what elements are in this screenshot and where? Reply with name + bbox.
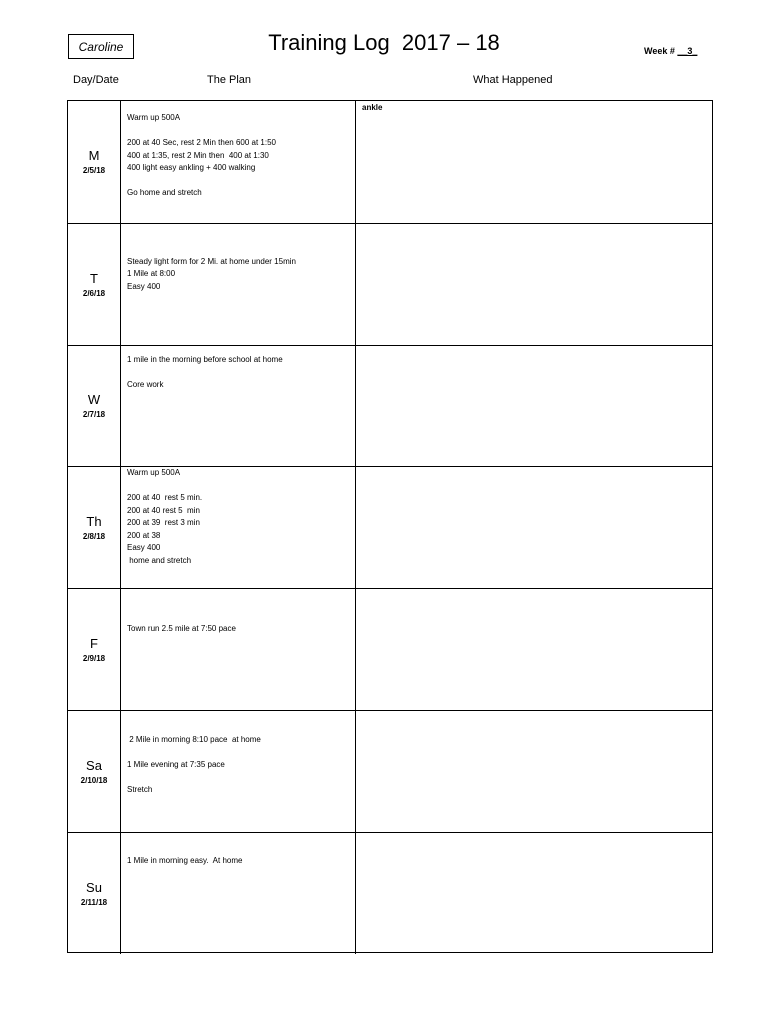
week-number — [644, 46, 697, 56]
day-abbr: W — [87, 392, 101, 408]
plan-line — [127, 125, 355, 138]
plan-line: Easy 400 — [127, 281, 161, 291]
day-date: 2/9/18 — [82, 654, 106, 664]
plan-cell — [121, 467, 356, 588]
week-value: __3_ — [677, 46, 698, 56]
plan-line: Warm up 500A — [127, 113, 181, 122]
plan-line — [127, 747, 355, 760]
day-abbr: Su — [86, 879, 102, 895]
column-header-what-happened: What Happened — [473, 74, 553, 86]
day-date: 2/8/18 — [82, 532, 106, 542]
plan-cell — [121, 589, 356, 710]
plan-line: 400 at 1:35, rest 2 Min then 400 at 1:30 — [127, 150, 269, 160]
week-label: Week # — [644, 46, 675, 56]
plan-line: 200 at 38 — [127, 530, 161, 540]
plan-cell — [121, 346, 356, 467]
day-date: 2/11/18 — [80, 897, 108, 907]
day-cell — [68, 346, 121, 467]
plan-line: 1 mile in the morning before school at home — [127, 354, 283, 364]
column-header-day-date: Day/Date — [73, 74, 119, 86]
plan-line: Go home and stretch — [127, 188, 202, 197]
plan-line: 400 light easy ankling + 400 walking — [127, 163, 256, 172]
day-date: 2/5/18 — [82, 166, 106, 176]
day-abbr: Th — [86, 514, 102, 530]
what-happened-cell[interactable] — [356, 589, 712, 710]
plan-line: Core work — [127, 379, 164, 389]
what-happened-cell[interactable] — [356, 346, 712, 467]
table-row — [68, 101, 712, 223]
day-date: 2/10/18 — [80, 775, 108, 785]
table-row — [68, 710, 712, 832]
day-cell — [68, 101, 121, 223]
plan-cell — [121, 101, 356, 223]
plan-line: 1 Mile at 8:00 — [127, 269, 176, 279]
what-happened-text: ankle — [362, 103, 383, 112]
day-cell — [68, 224, 121, 345]
plan-line: 1 Mile in morning easy. At home — [127, 855, 243, 865]
plan-cell — [121, 224, 356, 345]
training-log-table — [67, 100, 713, 953]
plan-cell — [121, 833, 356, 954]
table-row — [68, 588, 712, 710]
plan-line: Warm up 500A — [127, 468, 181, 478]
plan-line: 1 Mile evening at 7:35 pace — [127, 760, 225, 769]
plan-line — [127, 366, 355, 379]
what-happened-cell[interactable] — [356, 467, 712, 588]
day-date: 2/6/18 — [82, 288, 106, 298]
table-row — [68, 345, 712, 467]
what-happened-cell[interactable] — [356, 711, 712, 832]
plan-line — [127, 480, 355, 493]
plan-line: Steady light form for 2 Mi. at home under 15min — [127, 256, 296, 266]
plan-line: 200 at 40 rest 5 min. — [127, 493, 203, 503]
plan-line — [127, 772, 355, 785]
plan-line: Town run 2.5 mile at 7:50 pace — [127, 624, 236, 634]
what-happened-cell[interactable] — [356, 101, 712, 223]
page-title: Training Log 2017 – 18 — [268, 30, 500, 55]
plan-line: 200 at 39 rest 3 min — [127, 518, 200, 528]
day-abbr: T — [90, 270, 98, 286]
day-cell — [68, 833, 121, 954]
plan-cell — [121, 711, 356, 832]
what-happened-cell[interactable] — [356, 224, 712, 345]
column-header-the-plan: The Plan — [207, 74, 252, 86]
plan-line: 200 at 40 Sec, rest 2 Min then 600 at 1:50 — [127, 138, 276, 147]
day-date: 2/7/18 — [82, 410, 106, 420]
day-abbr: M — [88, 148, 100, 164]
plan-line: Stretch — [127, 785, 153, 794]
athlete-name: Caroline — [78, 39, 124, 54]
plan-line: home and stretch — [127, 555, 192, 565]
day-abbr: Sa — [86, 757, 102, 773]
what-happened-cell[interactable] — [356, 833, 712, 954]
plan-line: 200 at 40 rest 5 min — [127, 505, 200, 515]
day-abbr: F — [90, 636, 98, 652]
table-row — [68, 466, 712, 588]
day-cell — [68, 589, 121, 710]
day-cell — [68, 467, 121, 588]
plan-line — [127, 175, 355, 188]
table-row — [68, 832, 712, 954]
table-row — [68, 223, 712, 345]
plan-line: 2 Mile in morning 8:10 pace at home — [127, 735, 261, 744]
plan-line: Easy 400 — [127, 543, 161, 553]
day-cell — [68, 711, 121, 832]
